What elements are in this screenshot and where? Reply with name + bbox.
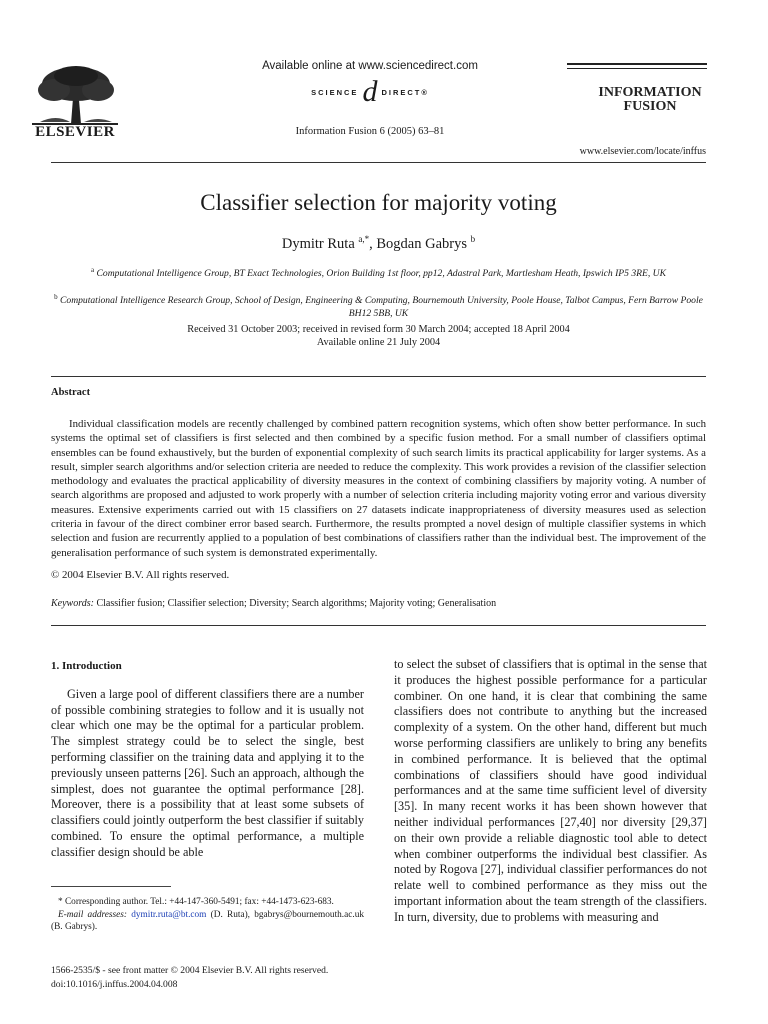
intro-paragraph-left: Given a large pool of different classifiers there are a number of possible combining strategies to follow and it is usually not clear which one may be the optimal for a particular problem. The simplest strategy could be to select the single, best performing classifier on the training data and applying it to the previously unseen patterns [26]. Such an approach, although the simplest, does not guarantee the optimal performance [28]. Moreover, there is a possibility that at least some subsets of classifiers could jointly outperform the best classifier if suitably combined. To ensure the optimal performance, a multiple classifier design should be able xyxy=(51,686,364,859)
sd-direct-text: DIRECT® xyxy=(381,87,429,97)
author-ruta: Dymitr Ruta xyxy=(281,235,355,252)
footnote-emails xyxy=(51,909,364,934)
available-online-banner: Available online at www.sciencedirect.com xyxy=(262,60,478,72)
abstract-heading: Abstract xyxy=(51,387,91,398)
article-dates xyxy=(51,323,706,349)
keywords xyxy=(51,598,706,609)
author-gabrys: Bogdan Gabrys xyxy=(376,235,468,252)
affiliation-a-mark: a xyxy=(91,266,95,274)
footnote-corresponding-author: * Corresponding author. Tel.: +44-147-360-5491; fax: +44-1473-623-683. xyxy=(58,897,334,907)
abstract-bottom-rule xyxy=(51,625,706,626)
email-label: E-mail addresses: xyxy=(58,909,127,920)
affiliation-a xyxy=(51,264,706,280)
journal-name xyxy=(580,86,720,114)
journal-name-line1: INFORMATION xyxy=(598,85,702,100)
journal-url[interactable]: www.elsevier.com/locate/inffus xyxy=(579,146,706,157)
email-owners: (D. Ruta), bgabrys@bournemouth.ac.uk (B. Gabrys). xyxy=(51,909,364,932)
abstract-text: Individual classification models are recently challenged by combined pattern recognition systems, which often show better performance. In such systems the optimal set of classifiers is first selected and then combined by a specific fusion method. For a small number of classifiers optimal ensembles can be found exhaustively, but the burden of exponential complexity of such search limits its practical applicability for larger systems. As a result, simpler search algorithms and/or selection criteria are needed to reduce the complexity. This work provides a revision of the classifier selection methodology and evaluates the practical applicability of diversity measures in the context of combining classifiers by majority voting. A number of search algorithms are proposed and adjusted to work properly with a number of selection criteria including majority voting error and various diversity measures. Extensive experiments carried out with 15 classifiers on 27 datasets indicate inappropriateness of diversity measures used as selection criteria in favour of the direct combiner error based search. Furthermore, the results prompted a novel design of multiple classifier systems in which selection and fusion are recurrently applied to a population of best combinations of classifiers rather than the individual best. The improvement of the generalisation performance of such system is demonstrated experimentally. xyxy=(51,418,706,559)
header-divider xyxy=(51,162,706,163)
keywords-list: Classifier fusion; Classifier selection; Diversity; Search algorithms; Majority voting; Generalisation xyxy=(93,598,497,609)
intro-paragraph-right: to select the subset of classifiers that is optimal in the sense that it produces the highest possible performance for a particular combiner. On one hand, it is clear that combining the same classifiers does not contribute to anything but the increased complexity of a system. On the other hand, different but much worse performing classifiers are unlikely to bring any benefits in combined performance. It is believed that the optimal combinations of classifiers should have good individual performances and at the same time sufficient level of diversity [35]. In many recent works it has been shown however that neither individual performances [27,40] nor diversity [29,37] on their own provide a reliable diagnostic tool able to detect when combiner outperforms the individual best classifier. As noted by Rogova [27], individual classifier performances do not relate well to combined performance as they miss out the important information about the team strength of the classifiers. In turn, diversity, due to problems with measuring and xyxy=(394,657,707,924)
publisher-name: ELSEVIER xyxy=(35,124,115,140)
affiliation-b-text: Computational Intelligence Research Group, School of Design, Engineering & Computing, Bournemouth University, Poole House, Talbot Campus, Fern Barrow Poole BH12 5BB, UK xyxy=(60,295,703,320)
doi-line[interactable]: doi:10.1016/j.inffus.2004.04.008 xyxy=(51,979,178,990)
footnotes xyxy=(51,896,364,934)
author-gabrys-marks: b xyxy=(470,234,476,244)
article-title: Classifier selection for majority voting xyxy=(200,190,557,215)
issn-line: 1566-2535/$ - see front matter © 2004 Elsevier B.V. All rights reserved. xyxy=(51,965,329,976)
author-ruta-marks: a,* xyxy=(358,234,370,244)
journal-rule-thick xyxy=(567,63,707,65)
email-ruta-link[interactable]: dymitr.ruta@bt.com xyxy=(131,909,207,920)
keywords-label: Keywords: xyxy=(51,598,94,609)
journal-rule-thin xyxy=(567,68,707,69)
affiliation-b xyxy=(51,291,706,320)
sd-science-text: SCIENCE xyxy=(311,87,359,97)
right-column xyxy=(394,657,707,926)
available-online-date: Available online 21 July 2004 xyxy=(316,337,441,348)
received-dates: Received 31 October 2003; received in revised form 30 March 2004; accepted 18 April 2004 xyxy=(187,324,570,335)
section-heading-introduction: 1. Introduction xyxy=(51,660,122,672)
journal-reference: Information Fusion 6 (2005) 63–81 xyxy=(295,126,445,137)
author-separator: , xyxy=(369,235,377,252)
left-column xyxy=(51,659,364,861)
sciencedirect-logo xyxy=(230,75,510,108)
front-matter xyxy=(51,964,471,992)
sd-at-symbol: d xyxy=(362,75,378,108)
author-line xyxy=(51,234,706,253)
footnote-rule xyxy=(51,886,171,887)
abstract-top-rule xyxy=(51,376,706,377)
affiliation-b-mark: b xyxy=(54,293,58,301)
abstract-copyright: © 2004 Elsevier B.V. All rights reserved. xyxy=(51,569,230,581)
journal-name-line2: FUSION xyxy=(623,99,677,114)
affiliation-a-text: Computational Intelligence Group, BT Exact Technologies, Orion Building 1st floor, pp12, Adastral Park, Martlesham Heath, Ipswich IP5 3RE, UK xyxy=(96,268,666,280)
